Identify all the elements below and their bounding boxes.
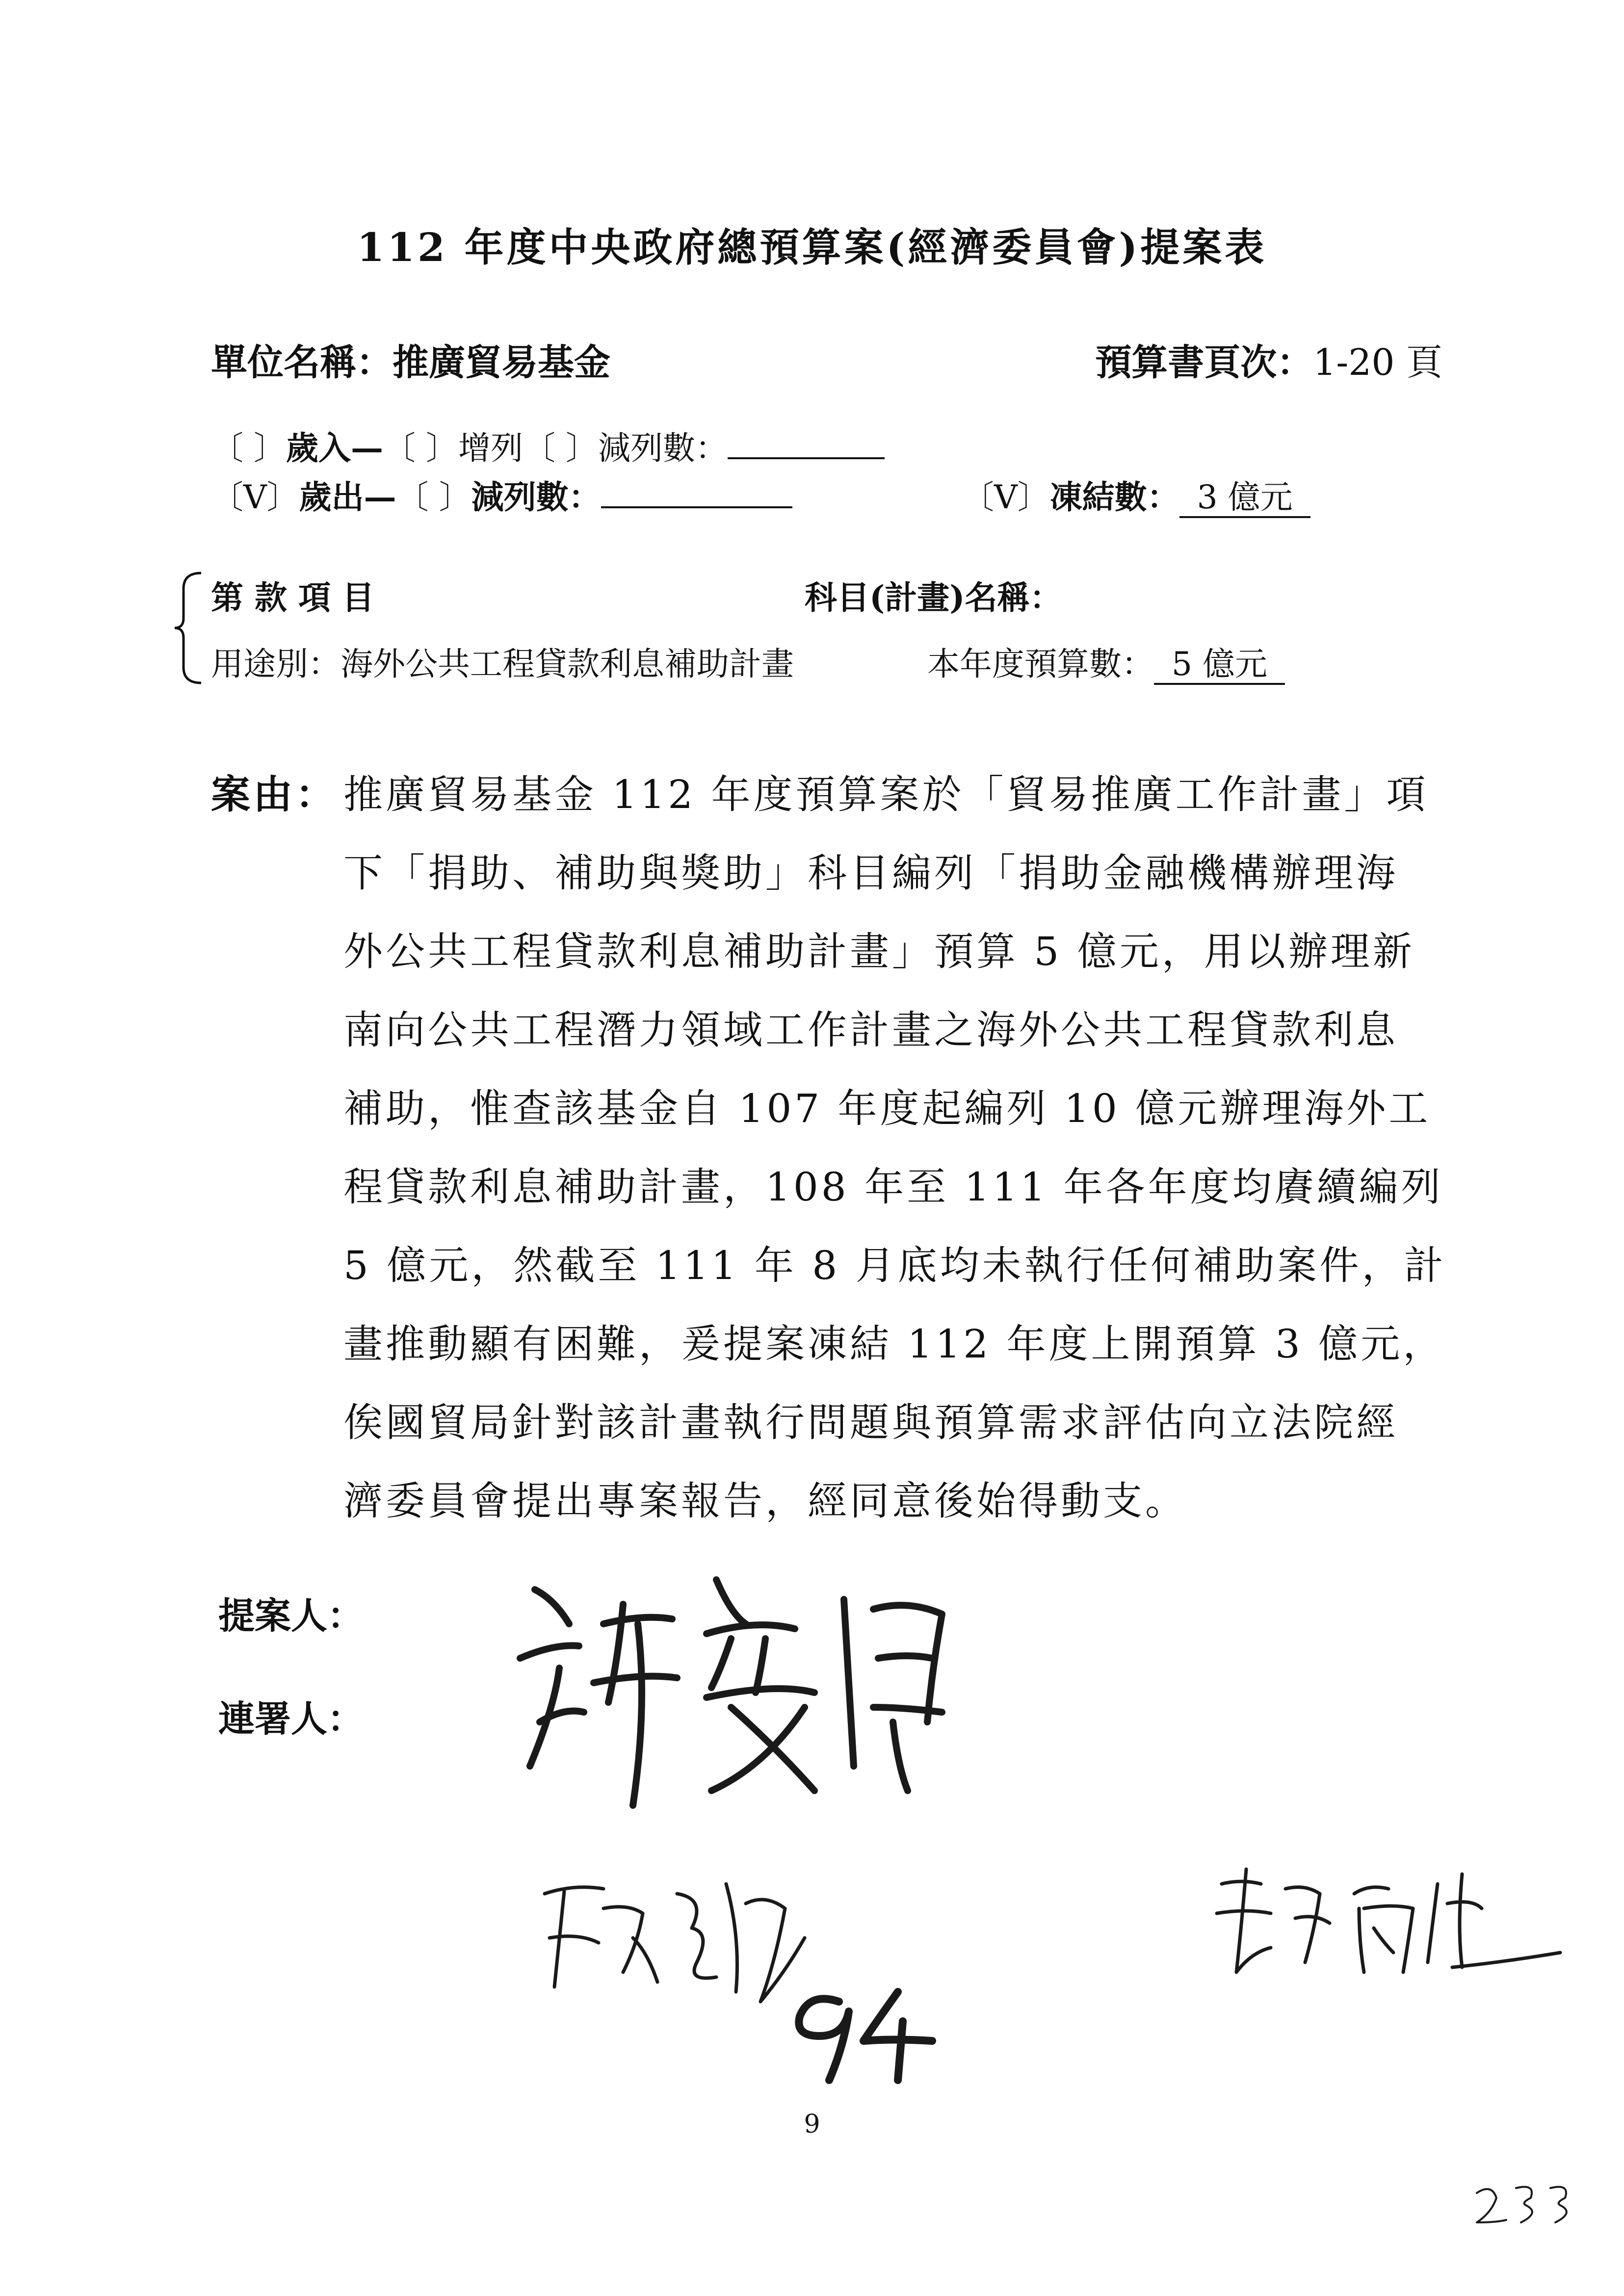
revenue-label: 歲入— xyxy=(286,429,383,467)
reason-line: 濟委員會提出專案報告，經同意後始得動支。 xyxy=(343,1478,1187,1524)
reason-line: 程貸款利息補助計畫，108 年至 111 年各年度均賡續編列 xyxy=(343,1164,1443,1210)
usage-value: 海外公共工程貸款利息補助計畫 xyxy=(341,645,794,683)
revenue-decrease-label: 減列數： xyxy=(598,429,728,467)
document-title: 112 年度中央政府總預算案(經濟委員會)提案表 xyxy=(357,224,1267,270)
cosigner-signature-2 xyxy=(1207,1854,1580,1992)
reason-line: 5 億元，然截至 111 年 8 月底均未執行任何補助案件，計 xyxy=(343,1243,1446,1288)
reason-line: 下「捐助、補助與獎助」科目編列「捐助金融機構辦理海 xyxy=(343,850,1398,896)
item-label: 第 款 項 目 xyxy=(211,578,374,617)
expense-label: 歲出— xyxy=(299,478,396,516)
usage-label: 用途別： xyxy=(211,645,341,683)
annual-budget-label: 本年度預算數： xyxy=(927,645,1154,683)
budget-page-label: 預算書頁次： xyxy=(1095,341,1313,384)
reason-line: 俟國貿局針對該計畫執行問題與預算需求評估向立法院經 xyxy=(343,1400,1398,1445)
reason-label: 案由： xyxy=(211,771,338,817)
annual-budget xyxy=(927,638,1285,684)
decrease-checkbox: 〔 〕 xyxy=(523,429,598,467)
expense-decrease-label: 減列數： xyxy=(471,478,601,516)
reason-line: 推廣貿易基金 112 年度預算案於「貿易推廣工作計畫」項 xyxy=(343,772,1429,817)
reason-line: 補助，惟查該基金自 107 年度起編列 10 億元辦理海外工 xyxy=(343,1086,1431,1131)
revenue-decrease-blank xyxy=(728,457,885,459)
cosigner-label: 連署人： xyxy=(218,1698,364,1740)
unit-name xyxy=(211,334,610,386)
freeze-line xyxy=(962,471,1310,518)
increase-label: 增列 xyxy=(458,429,523,467)
reason-line: 南向公共工程潛力領域工作計畫之海外公共工程貸款利息 xyxy=(343,1007,1398,1053)
usage-line xyxy=(211,638,794,684)
proposer-signature xyxy=(500,1560,991,1835)
budget-page xyxy=(1095,334,1442,386)
proposer-label: 提案人： xyxy=(218,1595,364,1637)
handwritten-number-94 xyxy=(775,1972,962,2090)
reason-line: 畫推動顯有困難，爰提案凍結 112 年度上開預算 3 億元， xyxy=(343,1321,1445,1367)
budget-page-value: 1-20 頁 xyxy=(1313,341,1442,384)
subject-label: 科目(計畫)名稱： xyxy=(805,578,1062,617)
freeze-label: 凍結數： xyxy=(1049,478,1179,516)
expense-decrease-blank xyxy=(601,506,792,508)
freeze-checkbox: 〔V〕 xyxy=(962,478,1050,516)
corner-number-233 xyxy=(1467,2168,1595,2237)
brace-icon xyxy=(172,569,206,687)
expense-decrease-checkbox: 〔 〕 xyxy=(396,478,471,516)
unit-value: 推廣貿易基金 xyxy=(393,341,610,384)
revenue-checkbox: 〔 〕 xyxy=(211,429,286,467)
page-number: 9 xyxy=(804,2110,820,2139)
expense-checkbox: 〔V〕 xyxy=(211,478,299,516)
annual-budget-value: 5 億元 xyxy=(1154,645,1285,685)
increase-checkbox: 〔 〕 xyxy=(383,429,458,467)
reason-line: 外公共工程貸款利息補助計畫」預算 5 億元，用以辦理新 xyxy=(343,929,1415,974)
expense-line xyxy=(211,471,792,518)
freeze-value: 3 億元 xyxy=(1179,478,1310,518)
unit-label: 單位名稱： xyxy=(211,341,393,384)
revenue-line xyxy=(211,422,885,469)
